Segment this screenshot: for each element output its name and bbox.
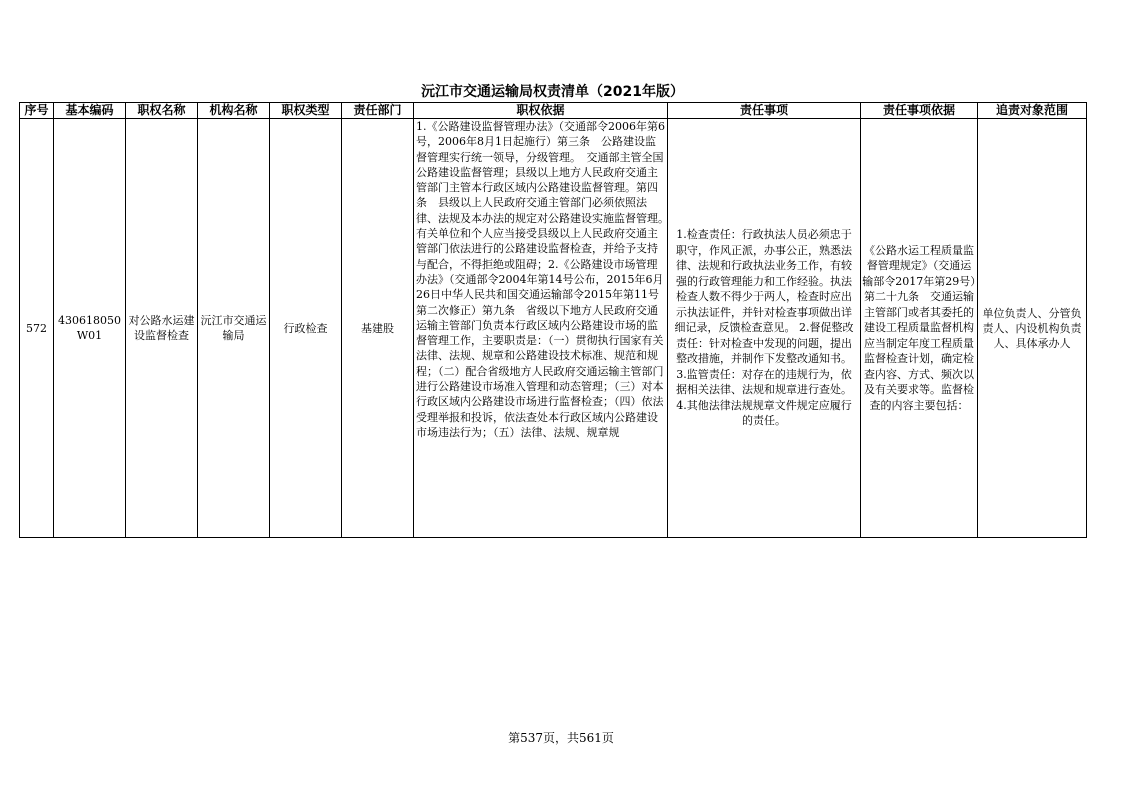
duties-text: 1.检查责任：行政执法人员必须忠于职守，作风正派，办事公正，熟悉法律、法规和行政执法业务工作，有较强的行政管理能力和工作经验。执法检查人数不得少于两人，检查时应出示执法证件，并针对检查事项做出详细记录，反馈检查意见。 2.督促整改责任：针对检查中发现的问题，提出整改措施，并制作下发整改通知书。 3.监管责任：对存在的违规行为，依据相关法律、法规和规章进行查处。 4.其他法律法规规章文件规定应履行的责任。: [674, 228, 854, 428]
header-duties: 责任事项: [668, 103, 861, 119]
cell-power-name: [126, 119, 198, 538]
cell-department: 基建股: [342, 119, 414, 538]
cell-accountability: [978, 119, 1087, 538]
cell-index: 572: [20, 119, 54, 538]
cell-duty-basis: [861, 119, 978, 538]
header-basis: 职权依据: [414, 103, 668, 119]
cell-agency-text: 沅江市交通运输局: [200, 314, 267, 342]
cell-power-type: 行政检查: [270, 119, 342, 538]
page-number: 第537页，共561页: [508, 731, 614, 745]
header-agency: 机构名称: [198, 103, 270, 119]
header-duty-basis: 责任事项依据: [861, 103, 978, 119]
header-power-name: 职权名称: [126, 103, 198, 119]
basis-clip: [414, 119, 675, 537]
table-row: [20, 119, 1087, 538]
cell-basis: [414, 119, 675, 538]
header-power-type: 职权类型: [270, 103, 342, 119]
header-index: 序号: [20, 103, 54, 119]
document-title: 沅江市交通运输局权责清单（2021年版）: [421, 84, 684, 100]
cell-agency: [198, 119, 270, 538]
basis-text: 1.《公路建设监督管理办法》（交通部令2006年第6号，2006年8月1日起施行）第三条 公路建设监督管理实行统一领导，分级管理。 交通部主管全国公路建设监督管理；县级以上地方人民政府交通主管部门主管本行政区域内公路建设监督管理。第四条 县级以上人民政府交通主管部门必须依照法律、法规及本办法的规定对公路建设实施监督管理。 有关单位和个人应当接受县级以上人民政府交通主管部门依法进行的公路建设监督检查，并给予支持与配合，不得拒绝或阻碍；2.《公路建设市场管理办法》（交通部令2004年第14号公布，2015年6月26日中华人民共和国交通运输部令2015年第11号第二次修正）第九条 省级以下地方人民政府交通运输主管部门负责本行政区域内公路建设市场的监督管理工作，主要职责是：（一）贯彻执行国家有关法律、法规、规章和公路建设技术标准、规范和规程；（二）配合省级地方人民政府交通运输主管部门进行公路建设市场准入管理和动态管理；（三）对本行政区域内公路建设市场进行监督检查；（四）依法受理举报和投诉，依法查处本行政区域内公路建设市场违法行为；（五）法律、法规、规章规: [416, 120, 675, 439]
header-code: 基本编码: [54, 103, 126, 119]
cell-duties: [668, 119, 861, 538]
duty-basis-text: 《公路水运工程质量监督管理规定》（交通运输部令2017年第29号）第二十九条 交通运输主管部门或者其委托的建设工程质量监督机构应当制定年度工程质量监督检查计划，确定检查内容、方式、频次以及有关要求等。监督检查的内容主要包括：: [862, 243, 976, 412]
header-department: 责任部门: [342, 103, 414, 119]
accountability-text: 单位负责人、分管负责人、内设机构负责人、具体承办人: [982, 306, 1082, 350]
cell-power-name-text: 对公路水运建设监督检查: [128, 314, 195, 342]
cell-code-text: 430618050W01: [58, 314, 121, 342]
cell-code: [54, 119, 126, 538]
power-list-table: [19, 102, 1087, 538]
table-header-row: [20, 103, 1087, 119]
header-accountability: 追责对象范围: [978, 103, 1087, 119]
